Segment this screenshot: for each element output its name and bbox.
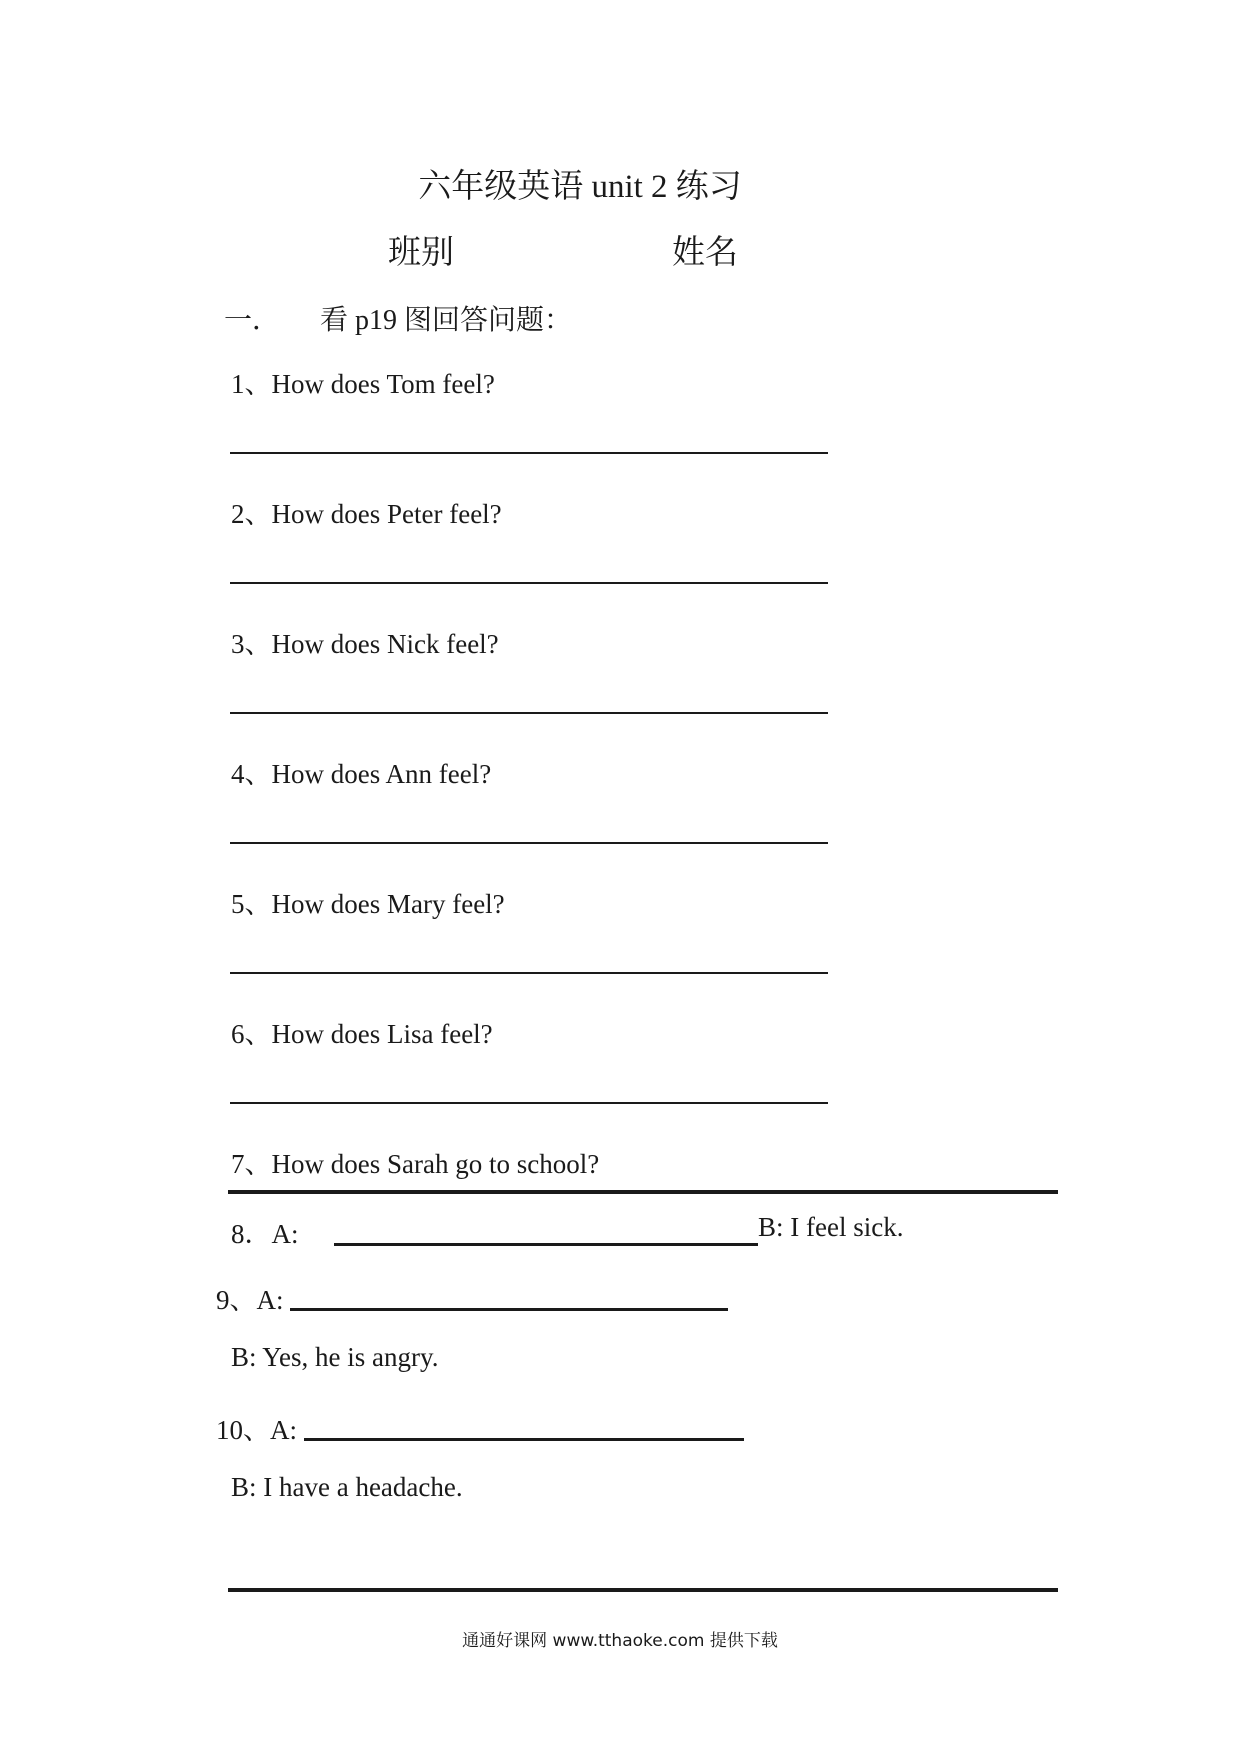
answer-line-10[interactable] (304, 1438, 744, 1441)
question-9-b-text: B: Yes, he is angry. (231, 1342, 439, 1372)
class-label: 班别 (388, 235, 454, 271)
question-8-a-label: 8．A: (231, 1219, 299, 1249)
section-number: 一． (224, 305, 281, 336)
answer-line-6[interactable] (230, 1102, 828, 1104)
question-2: 2、How does Peter feel? (231, 499, 502, 529)
section-instruction: 看 p19 图回答问题： (320, 305, 573, 336)
answer-line-7[interactable] (228, 1190, 1058, 1194)
question-7: 7、How does Sarah go to school? (231, 1149, 600, 1179)
question-1: 1、How does Tom feel? (231, 369, 495, 399)
answer-line-3[interactable] (230, 712, 828, 714)
footer-credit: 通通好课网 www.tthaoke.com 提供下载 (462, 1631, 778, 1651)
question-4: 4、How does Ann feel? (231, 759, 492, 789)
bottom-answer-line[interactable] (228, 1588, 1058, 1592)
question-10-a-label: 10、A: (216, 1415, 297, 1445)
answer-line-9[interactable] (290, 1308, 728, 1311)
question-3: 3、How does Nick feel? (231, 629, 499, 659)
answer-line-5[interactable] (230, 972, 828, 974)
name-label: 姓名 (672, 235, 738, 271)
answer-line-2[interactable] (230, 582, 828, 584)
question-10-b-text: B: I have a headache. (231, 1472, 463, 1502)
answer-line-1[interactable] (230, 452, 828, 454)
section-heading (224, 298, 572, 338)
question-5: 5、How does Mary feel? (231, 889, 505, 919)
question-8-b-text: B: I feel sick. (758, 1212, 904, 1242)
question-6: 6、How does Lisa feel? (231, 1019, 493, 1049)
answer-line-4[interactable] (230, 842, 828, 844)
page-title: 六年级英语 unit 2 练习 (418, 169, 742, 205)
answer-line-8[interactable] (334, 1243, 758, 1246)
question-9-a-label: 9、A: (216, 1285, 284, 1315)
